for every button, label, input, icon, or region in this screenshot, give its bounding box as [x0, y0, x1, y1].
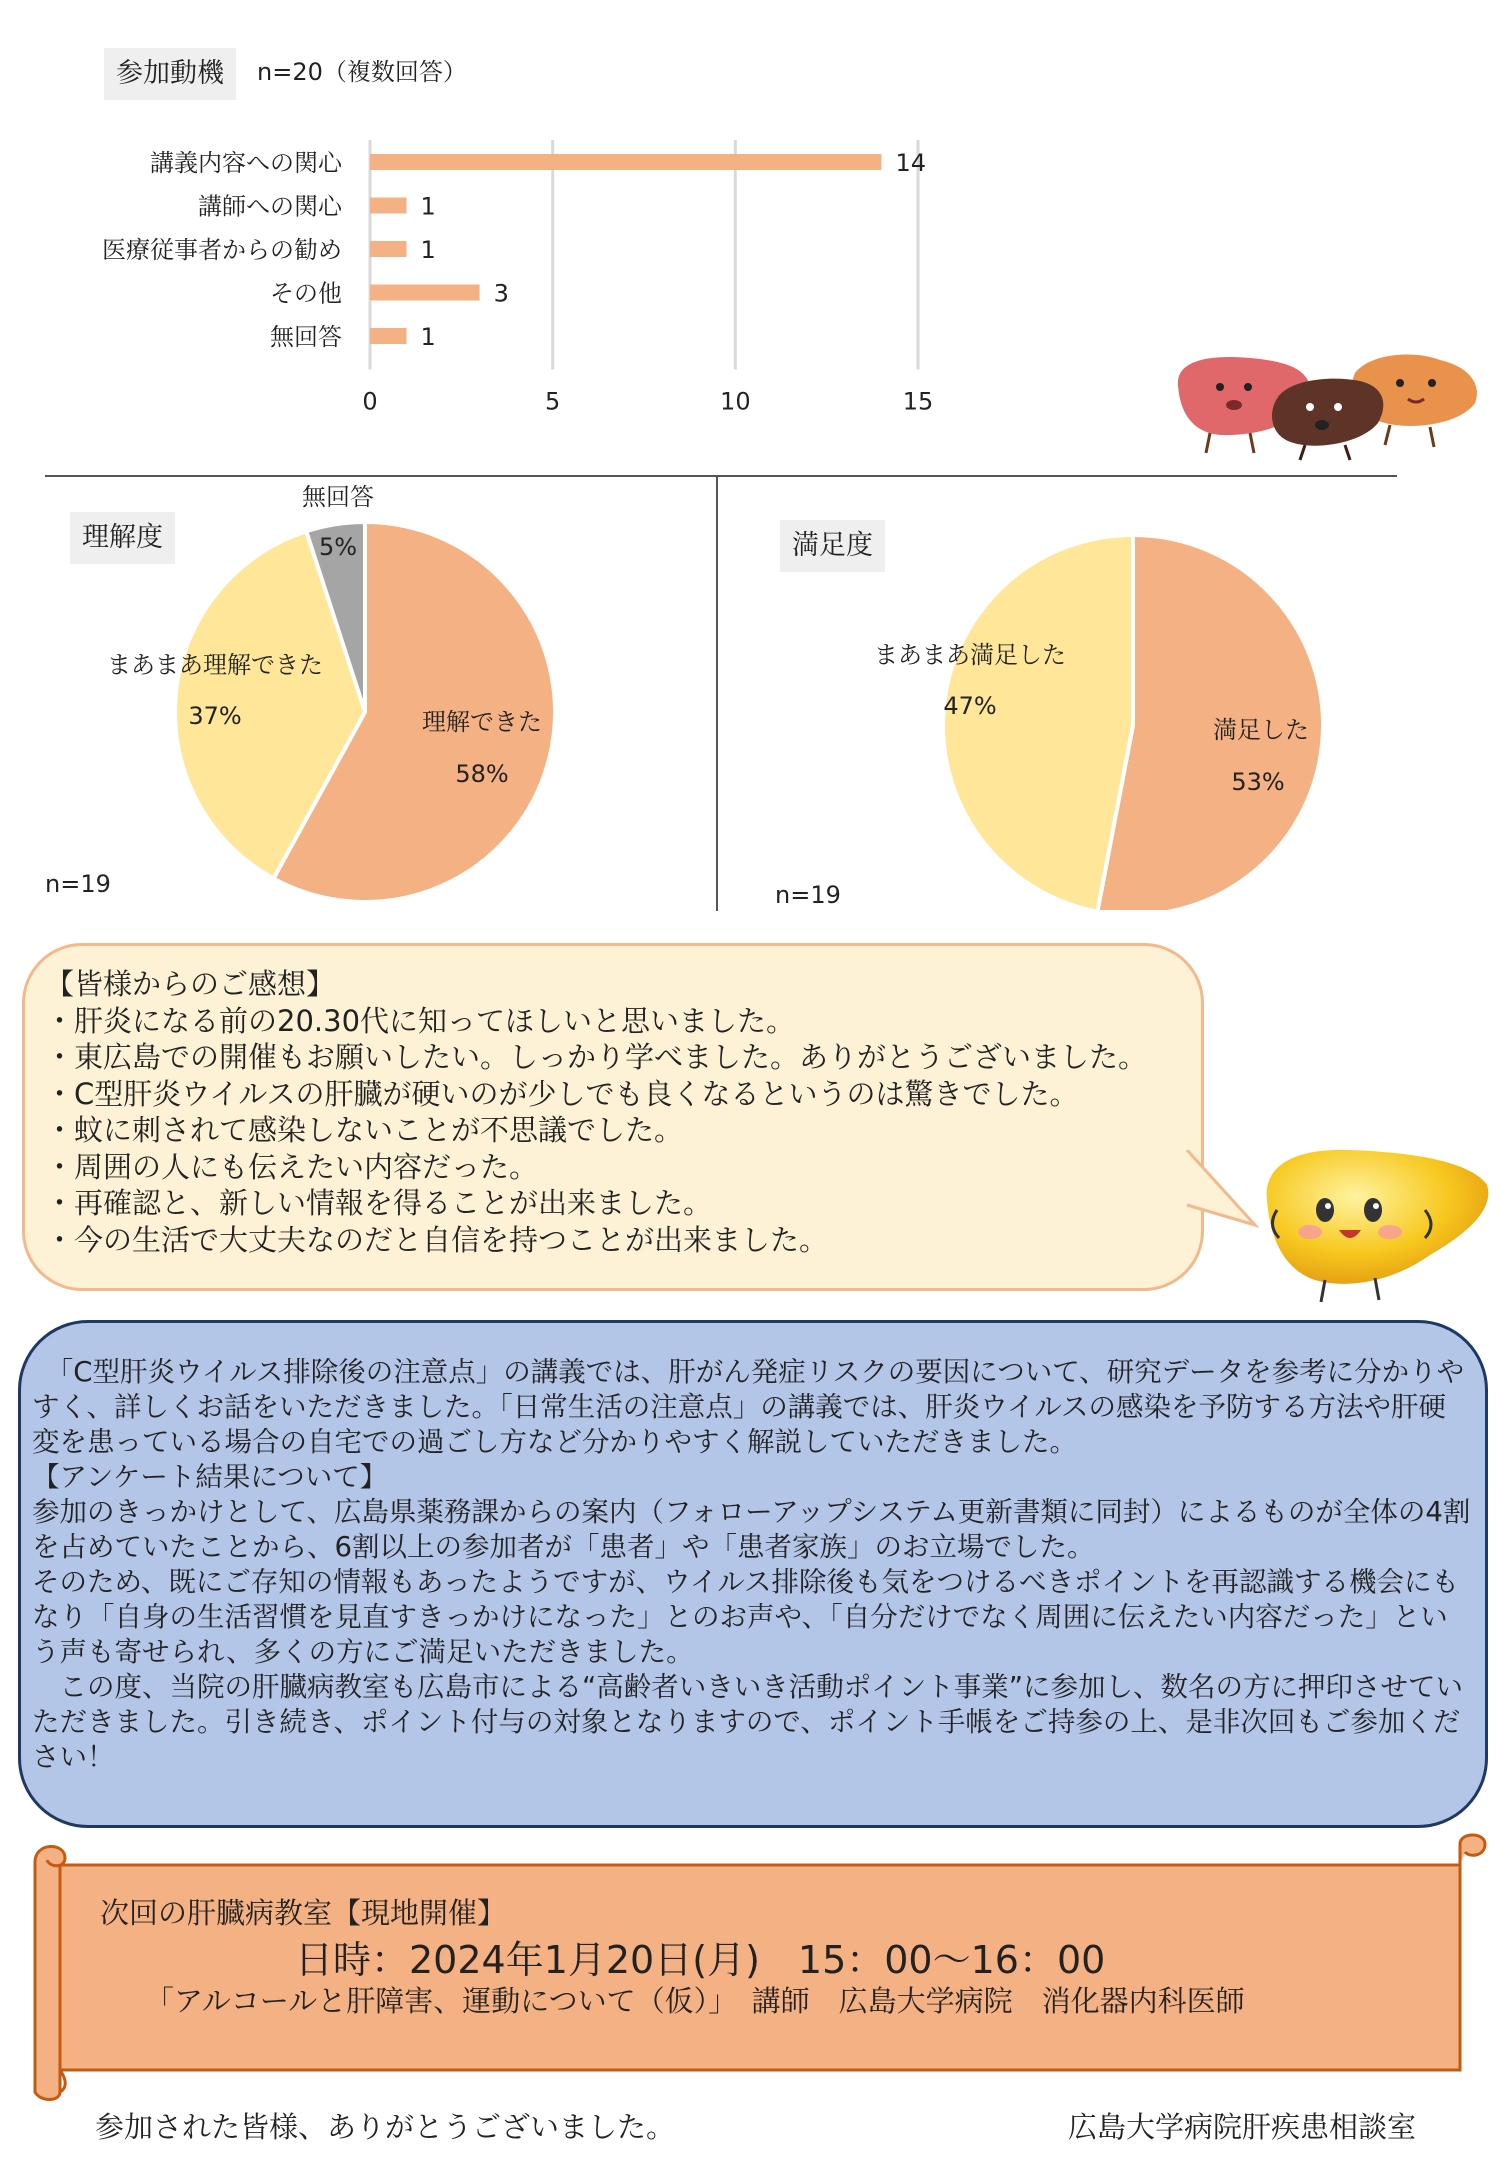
report-paragraph: 参加のきっかけとして、広島県薬務課からの案内（フォローアップシステム更新書類に同封）によるものが全体の4割を占めていたことから、6割以上の参加者が「患者」や「患者家族」のお立場でした。 [32, 1496, 1471, 1563]
pie-category-label: まあまあ理解できた [107, 651, 323, 679]
x-tick-label: 0 [362, 387, 378, 416]
category-label: その他 [270, 279, 342, 308]
comments-list [45, 966, 1147, 1258]
satisfaction-n: n=19 [775, 881, 841, 909]
footer-thanks: 参加された皆様、ありがとうございました。 [95, 2110, 676, 2144]
pie-percent-label: 37% [188, 702, 242, 730]
bar [370, 285, 480, 301]
smiling-liver-illustration [1255, 1140, 1495, 1310]
bar [370, 154, 881, 170]
comment-item: ・蚊に刺されて感染しないことが不思議でした。 [45, 1113, 684, 1147]
pie-slice [943, 535, 1133, 910]
pie-percent-label: 47% [943, 692, 997, 720]
pie-percent-label: 58% [455, 760, 509, 788]
data-label: 14 [895, 149, 927, 177]
category-label: 講師への関心 [198, 192, 342, 221]
satisfaction-tag: 満足度 [780, 520, 885, 572]
report-text [32, 1355, 1472, 1775]
x-tick-label: 15 [902, 387, 934, 416]
report-paragraph: そのため、既にご存知の情報もあったようですが、ウイルス排除後も気をつけるべきポイントを再認識する機会にもなり「自身の生活習慣を見直すきっかけになった」とのお声や、「自分だけでなく周囲に伝えたい内容だった」という声も寄せられ、多くの方にご満足いただきました。 [32, 1566, 1459, 1668]
data-label: 1 [420, 323, 436, 351]
x-tick-label: 5 [545, 387, 561, 416]
pie-percent-label: 5% [318, 533, 358, 561]
pie-percent-label: 53% [1231, 768, 1285, 796]
comment-item: ・周囲の人にも伝えたい内容だった。 [45, 1149, 539, 1184]
motivation-note: n=20（複数回答） [257, 58, 467, 86]
x-tick-label: 10 [720, 387, 751, 416]
understanding-pie-chart [0, 470, 716, 910]
bar [370, 198, 407, 214]
survey-heading: 【アンケート結果について】 [32, 1461, 388, 1493]
comment-item: ・C型肝炎ウイルスの肝臓が硬いのが少しでも良くなるというのは驚きでした。 [45, 1076, 1079, 1111]
satisfaction-pie-chart [718, 470, 1458, 910]
pie-category-label: まあまあ満足した [874, 641, 1066, 669]
understanding-tag: 理解度 [70, 512, 175, 564]
data-label: 3 [493, 279, 509, 308]
comment-item: ・東広島での開催もお願いしたい。しっかり学べました。ありがとうございました。 [45, 1040, 1148, 1074]
pie-category-label: 満足した [1213, 716, 1309, 744]
category-label: 無回答 [270, 323, 342, 351]
next-class-title: 次回の肝臓病教室【現地開催】 [100, 1896, 507, 1930]
pie-category-label: 無回答 [302, 483, 374, 511]
bar [370, 328, 407, 344]
understanding-n: n=19 [45, 870, 111, 898]
next-class-datetime: 日時：2024年1月20日(月) 15：00～16：00 [295, 1938, 1106, 1982]
report-paragraph: この度、当院の肝臓病教室も広島市による“高齢者いきいき活動ポイント事業”に参加し、数名の方に押印させていただきました。引き続き、ポイント付与の対象となりますので、ポイント手帳をご持参の上、是非次回もご参加ください！ [32, 1671, 1463, 1773]
comments-heading: 【皆様からのご感想】 [45, 967, 336, 1001]
motivation-bar-chart [0, 120, 1000, 420]
motivation-tag: 参加動機 [104, 48, 236, 100]
liver-characters-illustration [1170, 345, 1490, 465]
speech-bubble-tail [1185, 1150, 1265, 1240]
category-label: 講義内容への関心 [150, 149, 342, 177]
next-class-topic: 「アルコールと肝障害、運動について（仮）」 講師 広島大学病院 消化器内科医師 [145, 1984, 1245, 2018]
comment-item: ・肝炎になる前の20.30代に知ってほしいと思いました。 [45, 1003, 796, 1038]
comment-item: ・再確認と、新しい情報を得ることが出来ました。 [45, 1186, 713, 1220]
data-label: 1 [420, 192, 436, 221]
report-paragraph: 「C型肝炎ウイルス排除後の注意点」の講義では、肝がん発症リスクの要因について、研究データを参考に分かりやすく、詳しくお話をいただきました。「日常生活の注意点」の講義では、肝炎ウイルスの感染を予防する方法や肝硬変を患っている場合の自宅での過ごし方など分かりやすく解説していただきました。 [32, 1356, 1465, 1458]
bar [370, 241, 407, 257]
data-label: 1 [420, 236, 436, 264]
category-label: 医療従事者からの勧め [102, 236, 342, 264]
comment-item: ・今の生活で大丈夫なのだと自信を持つことが出来ました。 [45, 1222, 829, 1257]
footer-organization: 広島大学病院肝疾患相談室 [1068, 2110, 1417, 2144]
pie-category-label: 理解できた [422, 708, 542, 736]
